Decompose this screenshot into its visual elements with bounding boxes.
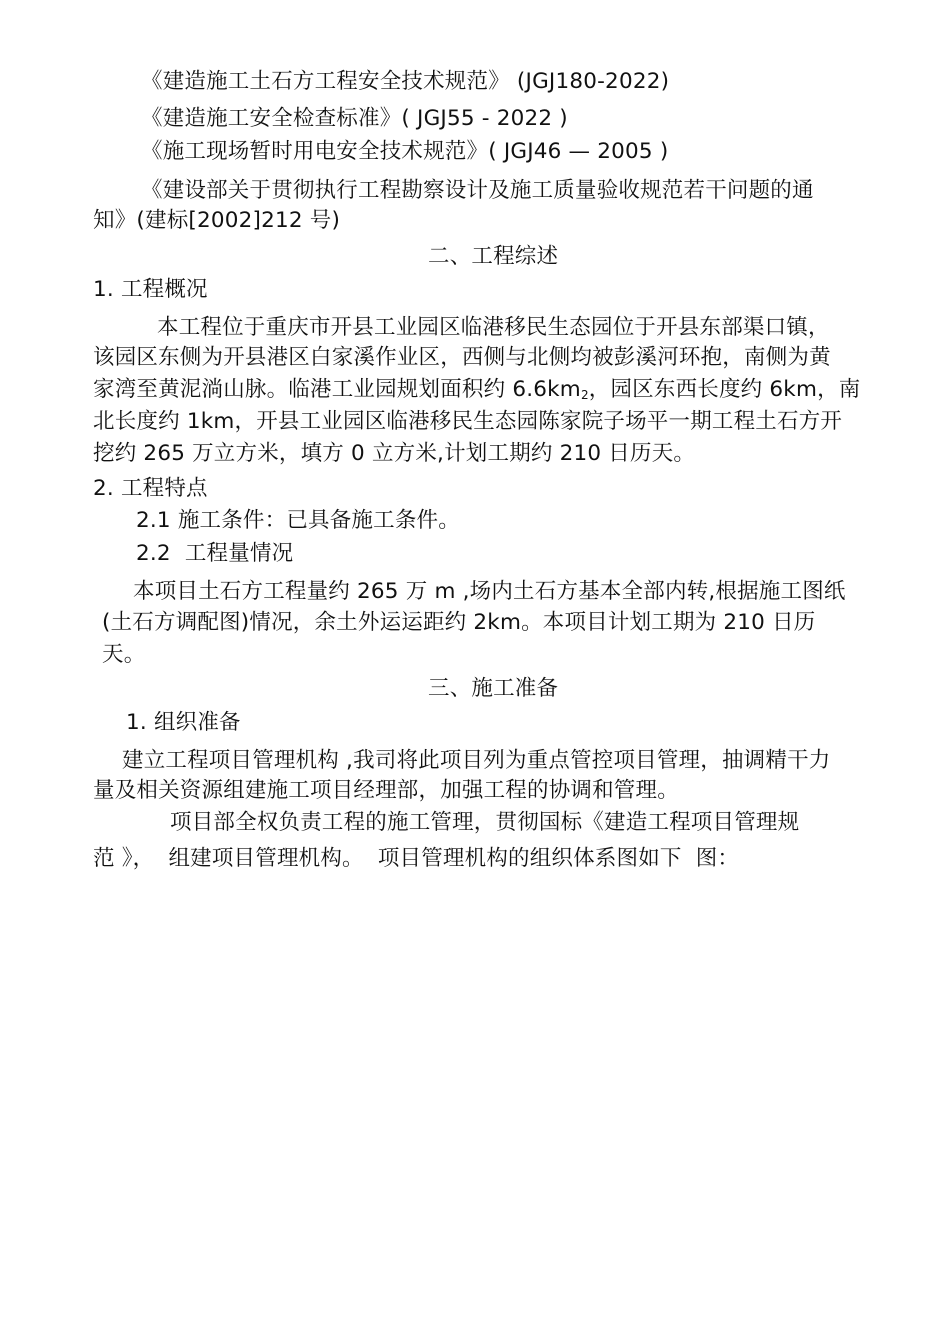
overview-paragraph-line2: 该园区东侧为开县港区白家溪作业区，西侧与北侧均被彭溪河环抱，南侧为黄 bbox=[93, 345, 831, 370]
organization-paragraph-line2: 量及相关资源组建施工项目经理部，加强工程的协调和管理。 bbox=[93, 778, 679, 803]
organization-paragraph-line1: 建立工程项目管理机构 ,我司将此项目列为重点管控项目管理，抽调精干力 bbox=[122, 748, 831, 773]
quantity-paragraph-line1: 本项目土石方工程量约 265 万 m ,场内土石方基本全部内转,根据施工图纸 bbox=[133, 579, 846, 604]
overview-paragraph-line4: 北长度约 1km，开县工业园区临港移民生态园陈家院子场平一期工程土石方开 bbox=[93, 409, 843, 434]
overview-paragraph-line3: 家湾至黄泥淌山脉。临港工业园规划面积约 $6.6km_2$，园区东西长度约 6km，南 bbox=[93, 377, 861, 402]
quantity-paragraph-line3: 天。 bbox=[102, 642, 146, 667]
overview-paragraph-line5: 挖约 265 万立方米，填方 0 立方米,计划工期约 210 日历天。 bbox=[93, 441, 696, 466]
organization-paragraph-line4: 范 》， 组建项目管理机构。 项目管理机构的组织体系图如下 图： bbox=[93, 846, 740, 871]
section-heading-preparation: 三、施工准备 bbox=[428, 676, 559, 701]
quantity-paragraph-line2: (土石方调配图)情况，余土外运运距约 2km。本项目计划工期为 210 日历 bbox=[102, 610, 816, 635]
reference-jgj46: 《施工现场暂时用电安全技术规范》( JGJ46 — 2005 ) bbox=[141, 139, 669, 164]
reference-jianbiao-line1: 《建设部关于贯彻执行工程勘察设计及施工质量验收规范若干问题的通 bbox=[141, 178, 814, 203]
overview-paragraph-line1: 本工程位于重庆市开县工业园区临港移民生态园位于开县东部渠口镇， bbox=[157, 315, 830, 340]
reference-jgj55: 《建造施工安全检查标准》( JGJ55 - 2022 ) bbox=[141, 106, 568, 131]
subsection-title-features: 2. 工程特点 bbox=[93, 476, 208, 501]
organization-paragraph-line3: 项目部全权负责工程的施工管理，贯彻国标《建造工程项目管理规 bbox=[170, 810, 800, 835]
subsection-title-organization: 1. 组织准备 bbox=[126, 710, 241, 735]
reference-jianbiao-line2: 知》(建标[2002]212 号) bbox=[93, 208, 341, 233]
reference-jgj180: 《建造施工土石方工程安全技术规范》 (JGJ180-2022) bbox=[141, 69, 670, 94]
subsection-title-overview: 1. 工程概况 bbox=[93, 277, 208, 302]
item-construction-conditions: 2.1 施工条件：已具备施工条件。 bbox=[136, 508, 460, 533]
section-heading-overview: 二、工程综述 bbox=[428, 244, 559, 269]
item-quantity-title: 2.2 工程量情况 bbox=[136, 541, 294, 566]
